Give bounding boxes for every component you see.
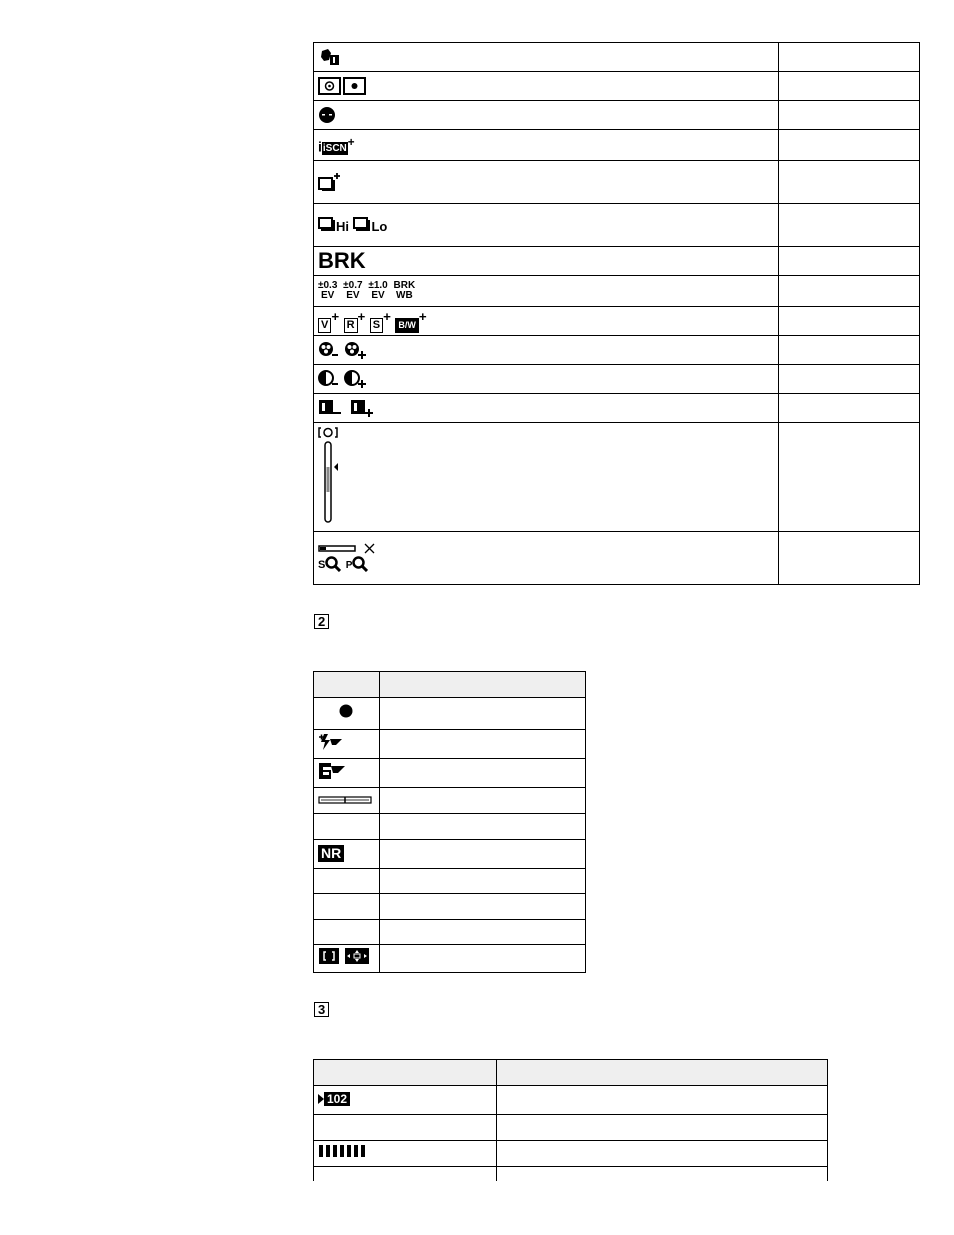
- table-cell-icon: [314, 247, 779, 276]
- table-row: [314, 1086, 828, 1115]
- bracket-values: [318, 281, 415, 301]
- saturation-icons: [318, 341, 372, 359]
- continuous-hi-lo-icons: [318, 216, 387, 234]
- table-cell-description: [379, 920, 585, 945]
- table-cell-description: [379, 869, 585, 894]
- table-cell-description: [379, 894, 585, 920]
- table-cell-description: [779, 204, 920, 247]
- bracket-item: ±0.7 EV: [343, 280, 363, 301]
- header-cell: [314, 672, 380, 698]
- iscn-plus-icon: iiSCN+: [318, 135, 355, 155]
- table-cell-icon: [314, 945, 380, 973]
- search-icon: [325, 556, 341, 572]
- table-cell-icon: [314, 336, 779, 365]
- table-cell-description: [496, 1115, 827, 1141]
- table-cell-icon: [314, 1141, 497, 1167]
- bracket-item: ±1.0 EV: [368, 280, 388, 301]
- table-cell-icon: [314, 788, 380, 814]
- table-cell-icon: [314, 1115, 497, 1141]
- table-cell-icon: [314, 394, 779, 423]
- table-cell-description: [379, 840, 585, 869]
- table-cell-description: [779, 365, 920, 394]
- table-cell-icon: [314, 920, 380, 945]
- table-cell-icon: [314, 72, 779, 101]
- table-cell-description: [379, 730, 585, 759]
- contrast-icons: [318, 370, 372, 388]
- table-row: [314, 43, 920, 72]
- level-bar-icon: [318, 795, 372, 805]
- table-row: [314, 869, 586, 894]
- table-cell-icon: [314, 894, 380, 920]
- table-cell-description: [779, 423, 920, 532]
- table-row: [314, 759, 586, 788]
- table-cell-description: [779, 307, 920, 336]
- zoom-bar-icon: [318, 543, 378, 555]
- icon-table-1: [313, 42, 920, 585]
- table-cell-icon: [314, 423, 779, 532]
- table-cell-icon: [314, 759, 380, 788]
- table-cell-description: [779, 130, 920, 161]
- search-icon: [352, 556, 368, 572]
- creative-style-icons: V+ R+ S+ B/W+: [318, 309, 427, 332]
- sharpness-icons: [318, 399, 378, 417]
- hi-label: Hi: [336, 219, 349, 235]
- lo-label: Lo: [371, 219, 388, 235]
- vivid-icon: V: [318, 318, 331, 333]
- section-number-2: 2: [314, 614, 329, 629]
- p-zoom-label: P: [345, 560, 353, 571]
- iscn-label: iSCN: [322, 143, 347, 155]
- table-row: [314, 101, 920, 130]
- table-row: [314, 161, 920, 204]
- table-cell-icon: [314, 365, 779, 394]
- continuous-hi-icon: [318, 216, 336, 234]
- flash-mode-icon: [318, 762, 348, 780]
- table-row: [314, 532, 920, 585]
- bracket-item: ±0.3 EV: [318, 280, 338, 301]
- zoom-icons: [318, 543, 774, 573]
- drive-continuous-plus-icon: [318, 172, 342, 192]
- table-cell-icon: [314, 730, 380, 759]
- portrait-icon: R: [344, 318, 358, 333]
- bracket-item: BRK WB: [393, 280, 416, 301]
- table-cell-icon: [314, 43, 779, 72]
- af-area-icons: [318, 947, 370, 965]
- table-row: [314, 920, 586, 945]
- table-cell-description: [779, 43, 920, 72]
- steady-shot-icon: [318, 48, 342, 66]
- table-row: [314, 247, 920, 276]
- flash-compensation-icon: [318, 733, 344, 751]
- metering-mode-icons: [318, 77, 366, 95]
- s-zoom-label: S: [318, 559, 326, 571]
- table-row: [314, 130, 920, 161]
- table-row: [314, 307, 920, 336]
- table-cell-icon: [314, 869, 380, 894]
- table-cell-icon: [314, 532, 779, 585]
- table-cell-icon: [314, 1086, 497, 1115]
- table-cell-icon: [314, 204, 779, 247]
- nr-icon: NR: [318, 845, 344, 862]
- table-cell-description: [779, 336, 920, 365]
- table-cell-icon: [314, 307, 779, 336]
- table-row: [314, 1141, 828, 1167]
- smile-detection-icon: [318, 106, 336, 124]
- table-cell-icon: [314, 130, 779, 161]
- table-row: [314, 72, 920, 101]
- section-number-3: 3: [314, 1002, 329, 1017]
- table-row: [314, 423, 920, 532]
- table-row: [314, 394, 920, 423]
- table-row: [314, 276, 920, 307]
- header-cell: [379, 672, 585, 698]
- table-cell-icon: [314, 161, 779, 204]
- table-cell-icon: [314, 840, 380, 869]
- table-cell-icon: [314, 814, 380, 840]
- header-cell: [314, 1060, 497, 1086]
- header-cell: [496, 1060, 827, 1086]
- table-row: [314, 336, 920, 365]
- table-cell-icon: [314, 276, 779, 307]
- table-row: [314, 1167, 828, 1181]
- table-row: [314, 840, 586, 869]
- table-row: [314, 814, 586, 840]
- standard-icon: S: [370, 318, 383, 333]
- focus-dot-icon: [339, 704, 353, 718]
- table-cell-description: [779, 161, 920, 204]
- table-row: [314, 730, 586, 759]
- bw-icon: B/W: [395, 318, 419, 333]
- face-detection-gauge-icon: [318, 427, 348, 525]
- continuous-lo-icon: [353, 216, 371, 234]
- table-cell-description: [779, 247, 920, 276]
- table-cell-description: [779, 276, 920, 307]
- remaining-bar-icon: [318, 1144, 370, 1158]
- table-cell-description: [379, 814, 585, 840]
- table-cell-description: [779, 72, 920, 101]
- table-row: [314, 698, 586, 730]
- table-row: [314, 945, 586, 973]
- table-cell-description: [379, 759, 585, 788]
- table-header-row: [314, 672, 586, 698]
- brk-label: BRK: [318, 248, 366, 273]
- folder-number: 102: [324, 1092, 350, 1106]
- table-cell-description: [496, 1167, 827, 1181]
- table-cell-description: [496, 1141, 827, 1167]
- table-row: [314, 204, 920, 247]
- table-row: [314, 788, 586, 814]
- table-cell-icon: [314, 698, 380, 730]
- table-row: [314, 894, 586, 920]
- table-cell-description: [779, 394, 920, 423]
- folder-number-icon: [318, 1092, 350, 1106]
- table-cell-icon: [314, 101, 779, 130]
- table-header-row: [314, 1060, 828, 1086]
- table-cell-description: [379, 945, 585, 973]
- icon-table-3: [313, 1059, 828, 1181]
- table-cell-description: [379, 698, 585, 730]
- table-cell-description: [379, 788, 585, 814]
- table-cell-description: [779, 532, 920, 585]
- table-cell-description: [779, 101, 920, 130]
- table-cell-icon: [314, 1167, 497, 1181]
- icon-table-2: [313, 671, 586, 973]
- table-row: [314, 1115, 828, 1141]
- table-row: [314, 365, 920, 394]
- table-cell-description: [496, 1086, 827, 1115]
